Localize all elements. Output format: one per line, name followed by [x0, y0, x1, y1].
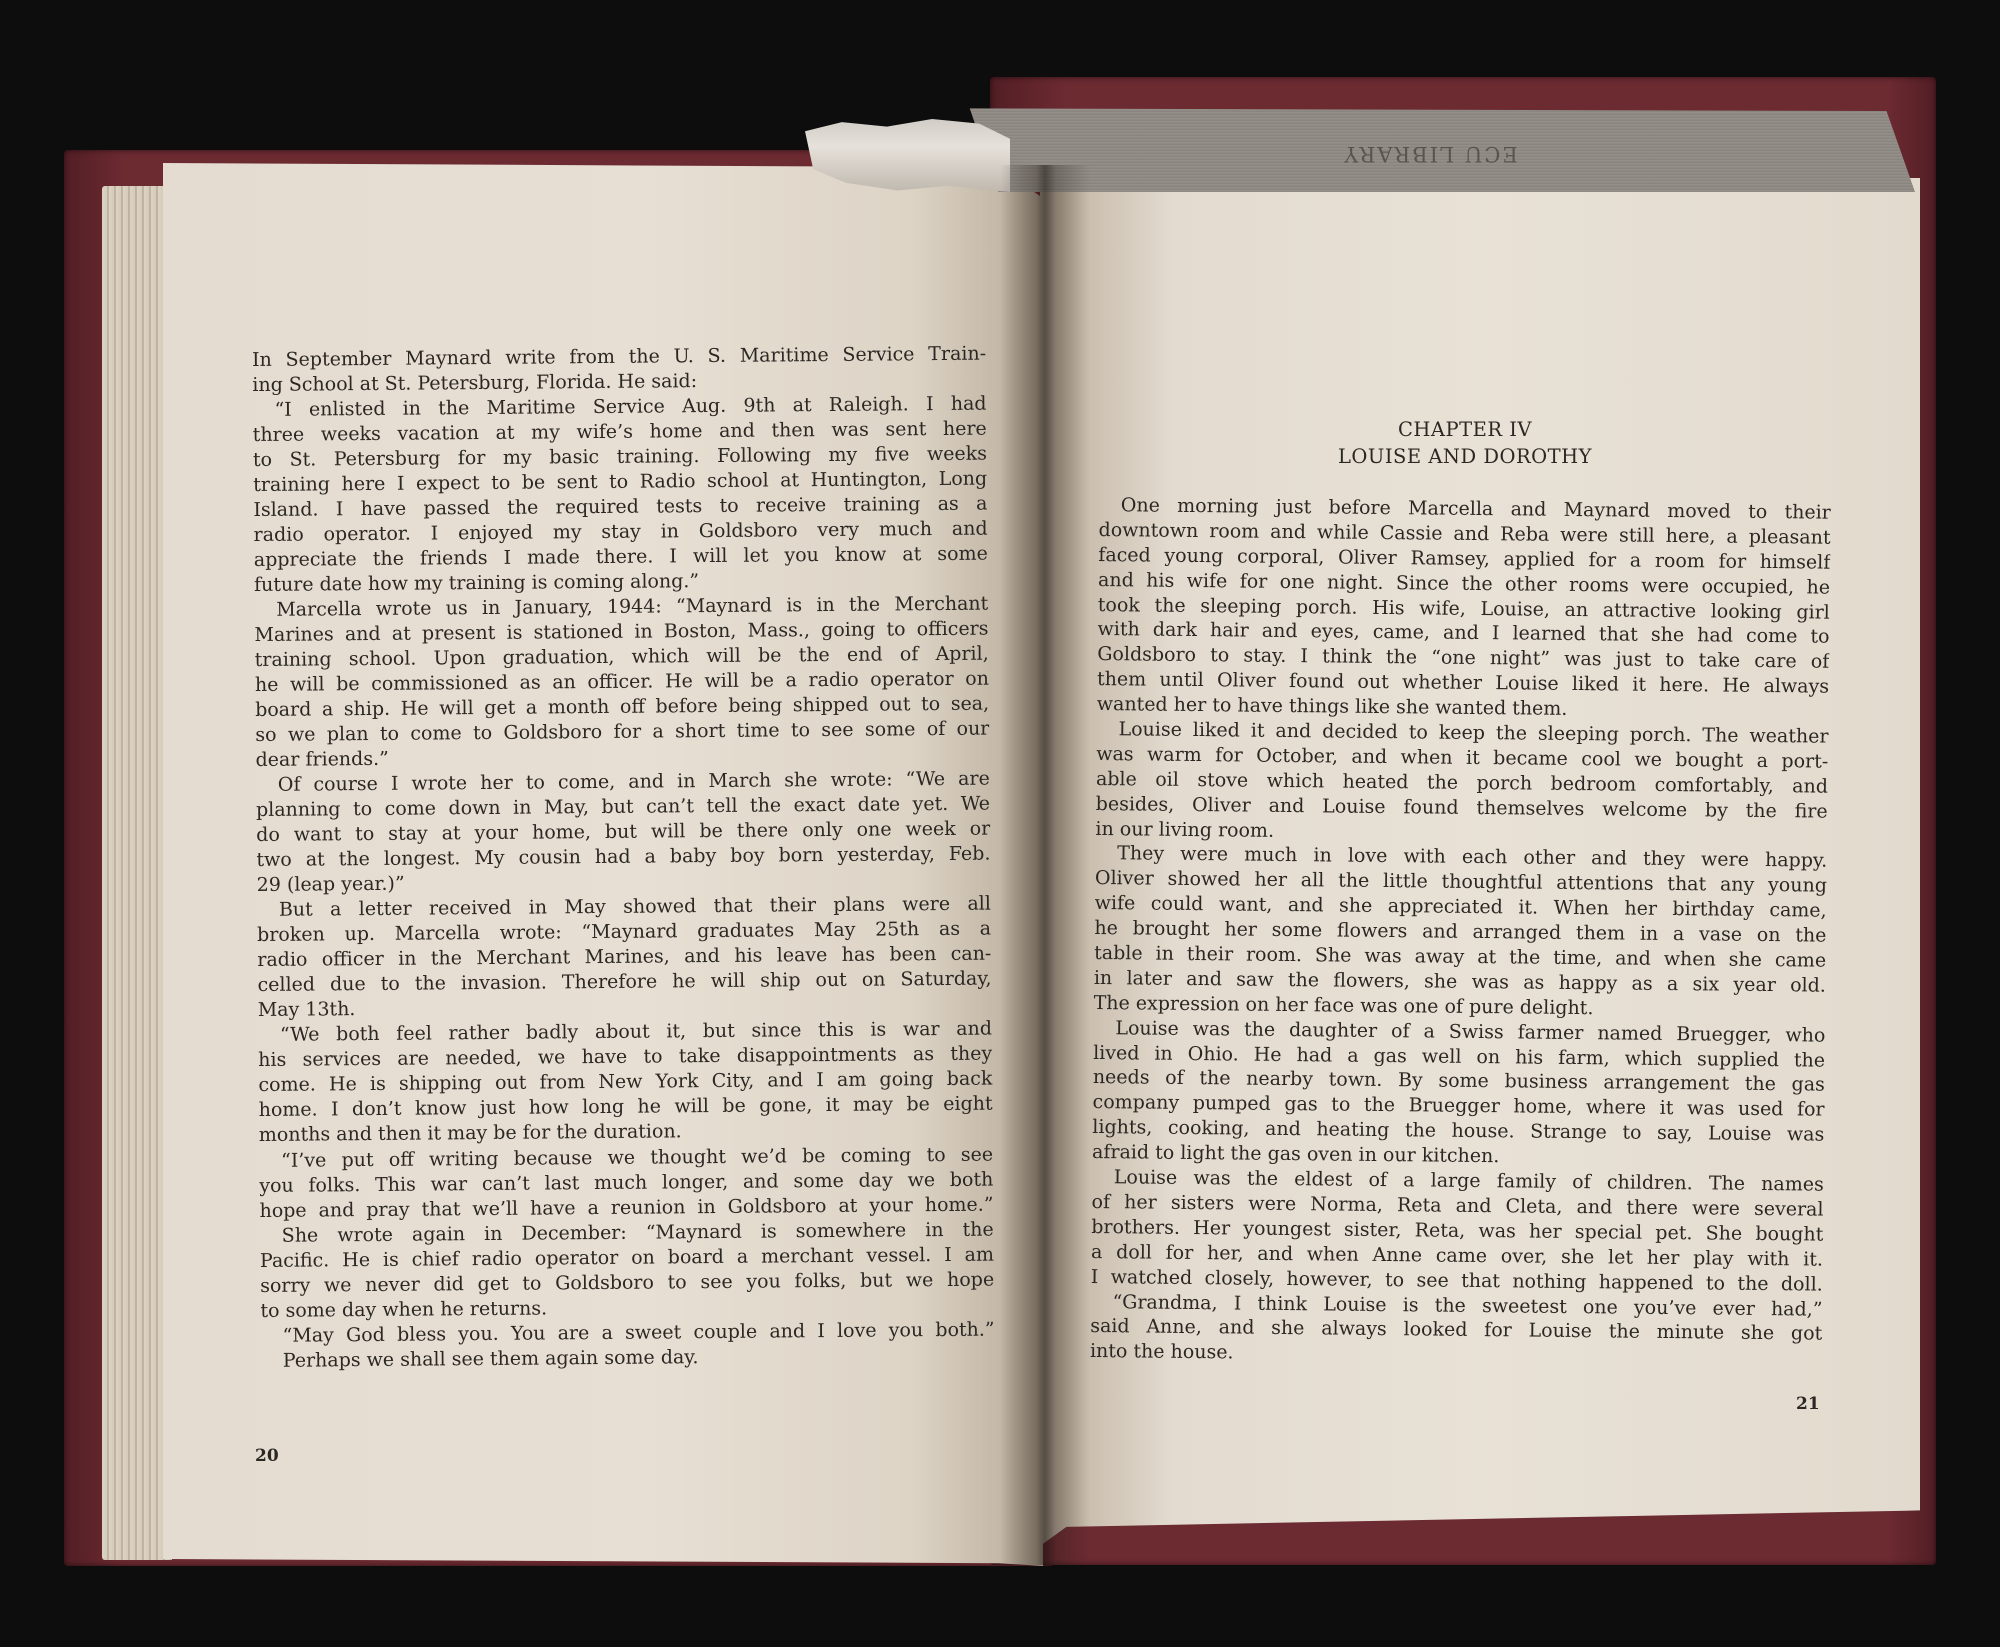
- text-line: so we plan to come to Goldsboro for a short time to see some of our: [255, 717, 990, 747]
- text-line: future date how my training is coming along.”: [253, 570, 700, 597]
- text-line: training here I expect to be sent to Radio school at Huntington, Long: [253, 467, 988, 497]
- text-line: I watched closely, however, to see that nothing happened to the doll.: [1090, 1265, 1823, 1296]
- text-line: Marcella wrote us in January, 1944: “Maynard is in the Merchant: [276, 592, 989, 621]
- text-line: Marines and at present is stationed in Boston, Mass., going to officers: [254, 617, 989, 647]
- text-line: faced young corporal, Oliver Ramsey, applied for a room for himself: [1098, 543, 1831, 574]
- text-line: with dark hair and eyes, came, and I learned that she had come to: [1097, 618, 1830, 649]
- text-line: he will be commissioned as an officer. He will be a radio operator on: [254, 667, 990, 697]
- text-line: and his wife for one night. Since the other rooms were occupied, he: [1097, 568, 1831, 599]
- text-line: three weeks vacation at my wife’s home and then was sent here: [252, 417, 987, 447]
- text-line: a doll for her, and when Anne came over, she let her play with it.: [1090, 1240, 1824, 1271]
- text-line: sorry we never did get to Goldsboro to see you folks, but we hope: [260, 1268, 995, 1297]
- text-line: board a ship. He will get a month off before being shipped out to sea,: [255, 692, 990, 722]
- text-line: They were much in love with each other and they were happy.: [1117, 842, 1828, 873]
- chapter-label: CHAPTER IV: [1397, 418, 1533, 441]
- text-line: lights, cooking, and heating the house. Strange to say, Louise was: [1092, 1116, 1825, 1146]
- text-line: table in their room. She was away at the time, and when she came: [1094, 942, 1827, 972]
- text-line: She wrote again in December: “Maynard is somewhere in the: [281, 1218, 994, 1247]
- text-line: downtown room and while Cassie and Reba were still here, a pleasant: [1098, 518, 1831, 549]
- text-line: Of course I wrote her to come, and in March she wrote: “We are: [277, 767, 990, 797]
- text-line: “May God bless you. You are a sweet couple and I love you both.”: [282, 1318, 995, 1347]
- chapter-title: LOUISE AND DOROTHY: [1337, 445, 1593, 468]
- text-line: do want to stay at your home, but will be there only one week or: [256, 817, 991, 847]
- text-line: planning to come down in May, but can’t tell the exact date yet. We: [255, 792, 991, 822]
- text-line: Louise was the eldest of a large family of children. The names: [1113, 1166, 1824, 1196]
- text-line: to St. Petersburg for my basic training. Following my five weeks: [252, 442, 988, 472]
- text-line: said Anne, and she always looked for Louise the minute she got: [1090, 1315, 1823, 1346]
- text-line: brothers. Her youngest sister, Reta, was her special pet. She bought: [1091, 1215, 1824, 1246]
- text-line: in later and saw the flowers, she was as happy as a six year old.: [1093, 966, 1826, 997]
- text-line: afraid to light the gas oven in our kitchen.: [1091, 1141, 1500, 1168]
- text-line: in our living room.: [1095, 817, 1275, 842]
- text-line: come. He is shipping out from New York City, and I am going back: [258, 1068, 993, 1097]
- text-line: May 13th.: [257, 998, 356, 1022]
- gutter-shadow: [1000, 165, 1090, 1565]
- text-line: Louise liked it and decided to keep the sleeping porch. The weather: [1118, 718, 1829, 748]
- text-line: Island. I have passed the required tests to receive training as a: [253, 492, 988, 522]
- text-line: “We both feel rather badly about it, but since this is war and: [279, 1017, 993, 1047]
- text-line: broken up. Marcella wrote: “Maynard graduates May 25th as a: [257, 917, 992, 947]
- text-line: able oil stove which heated the porch bedroom comfortably, and: [1095, 767, 1829, 798]
- left-page-edges: [102, 186, 172, 1560]
- text-line: his services are needed, we have to take disappointments as they: [258, 1043, 993, 1072]
- text-line: “I’ve put off writing because we thought we’d be coming to see: [280, 1143, 994, 1172]
- text-line: of her sisters were Norma, Reta and Cleta, and there were several: [1091, 1190, 1824, 1221]
- text-line: One morning just before Marcella and Maynard moved to their: [1120, 494, 1831, 524]
- text-line: them until Oliver found out whether Louise liked it here. He always: [1096, 668, 1830, 698]
- text-line: he brought her some flowers and arranged them in a vase on the: [1094, 917, 1827, 947]
- chapter-heading: [1099, 416, 1831, 470]
- text-line: radio officer in the Merchant Marines, and his leave has been can-: [257, 942, 992, 972]
- edge-stamp: ECU LIBRARY: [1342, 142, 1518, 166]
- text-line: In September Maynard write from the U. S. Maritime Service Train-: [252, 342, 987, 371]
- text-line: 29 (leap year.)”: [256, 873, 405, 897]
- text-line: Perhaps we shall see them again some day.: [282, 1345, 699, 1372]
- text-line: took the sleeping porch. His wife, Louise, an attractive looking girl: [1097, 593, 1830, 624]
- text-line: months and then it may be for the duration.: [258, 1120, 682, 1147]
- text-line: radio operator. I enjoyed my stay in Goldsboro very much and: [253, 517, 988, 547]
- text-line: needs of the nearby town. By some business arrangement the gas: [1092, 1066, 1825, 1097]
- left-page-number: 20: [255, 1446, 279, 1466]
- text-line: you folks. This war can’t last much longer, and some day we both: [259, 1168, 994, 1197]
- text-line: Goldsboro to stay. I think the “one night” was just to take care of: [1097, 643, 1830, 673]
- text-line: appreciate the friends I made there. I will let you know at some: [253, 542, 988, 572]
- text-line: wanted her to have things like she wanted them.: [1096, 693, 1568, 721]
- text-line: wife could want, and she appreciated it. When her birthday came,: [1094, 892, 1827, 922]
- text-line: “I enlisted in the Maritime Service Aug. 9th at Raleigh. I had: [274, 392, 987, 421]
- text-line: to some day when he returns.: [260, 1297, 548, 1322]
- text-line: hope and pray that we’ll have a reunion in Goldsboro at your home.”: [259, 1193, 994, 1222]
- right-page-number: 21: [1796, 1394, 1820, 1414]
- text-line: two at the longest. My cousin had a baby boy born yesterday, Feb.: [256, 842, 991, 872]
- text-line: Pacific. He is chief radio operator on board a merchant vessel. I am: [259, 1243, 995, 1272]
- text-line: dear friends.”: [255, 748, 389, 772]
- text-line: ing School at St. Petersburg, Florida. He said:: [252, 370, 698, 397]
- text-line: into the house.: [1089, 1340, 1234, 1364]
- text-line: celled due to the invasion. Therefore he will ship out on Saturday,: [257, 967, 992, 997]
- text-line: was warm for October, and when it became cool we bought a port-: [1096, 742, 1829, 773]
- text-line: training school. Upon graduation, which will be the end of April,: [254, 642, 989, 672]
- text-line: company pumped gas to the Bruegger home, where it was used for: [1092, 1091, 1825, 1122]
- text-line: besides, Oliver and Louise found themselves welcome by the fire: [1095, 792, 1828, 823]
- left-page-text: [252, 342, 995, 1374]
- text-line: Oliver showed her all the little thoughtful attentions that any young: [1094, 867, 1828, 898]
- text-line: “Grandma, I think Louise is the sweetest one you’ve ever had,”: [1112, 1290, 1823, 1321]
- text-line: Louise was the daughter of a Swiss farmer named Bruegger, who: [1115, 1016, 1826, 1047]
- text-line: lived in Ohio. He had a gas well on his farm, which supplied the: [1093, 1041, 1826, 1072]
- text-line: home. I don’t know just how long he will be gone, it may be eight: [258, 1093, 993, 1122]
- text-line: But a letter received in May showed that their plans were all: [278, 892, 991, 922]
- text-line: The expression on her face was one of pure delight.: [1093, 991, 1594, 1020]
- right-page-text: [1090, 493, 1831, 1372]
